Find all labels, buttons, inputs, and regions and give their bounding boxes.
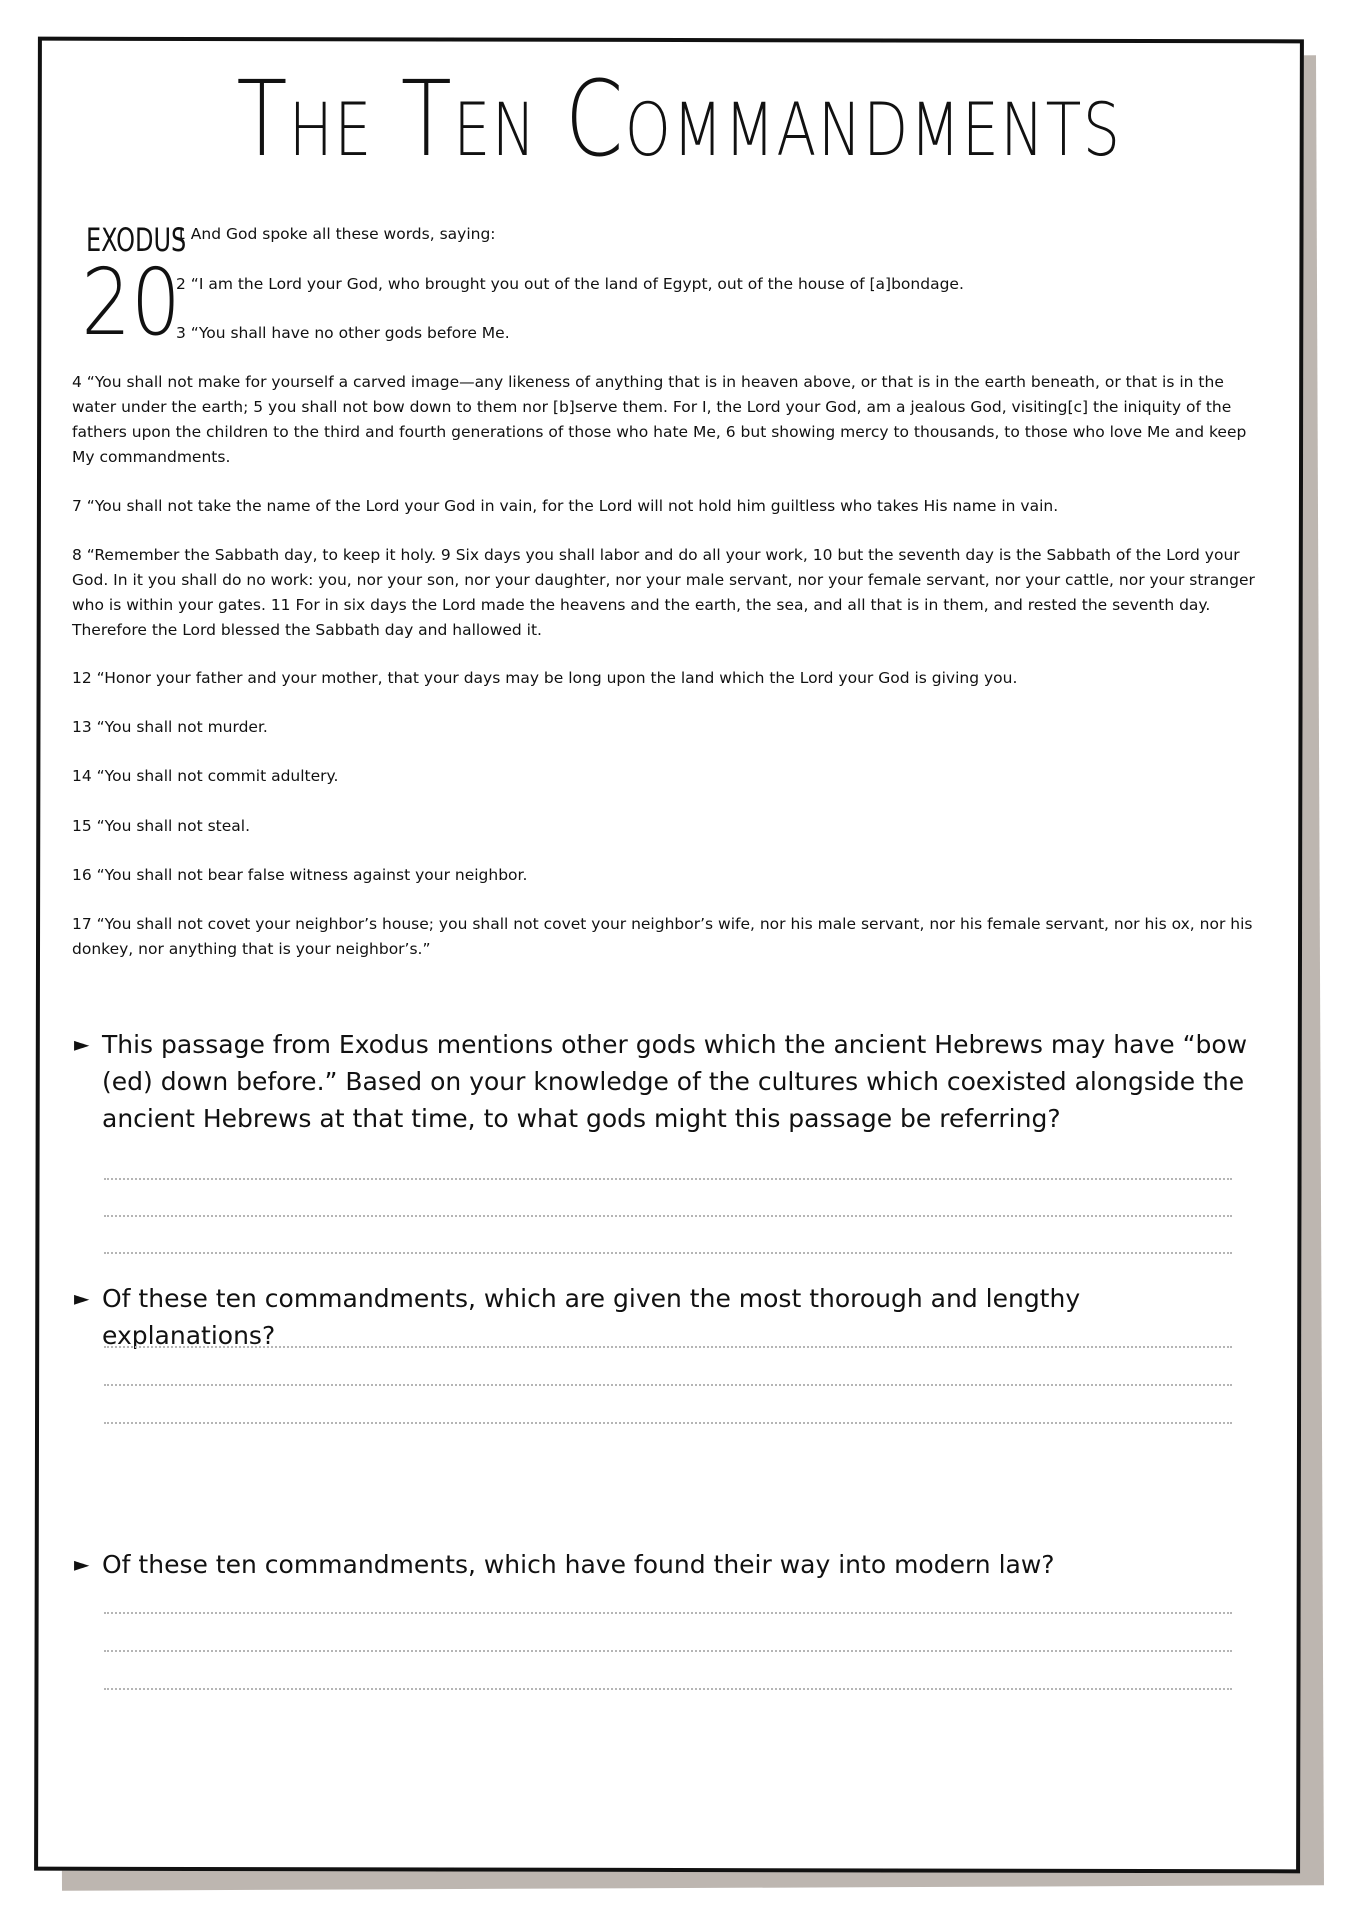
answer-line[interactable] <box>104 1178 1232 1180</box>
verse-3: 3 “You shall have no other gods before Me. <box>176 324 510 342</box>
question-text: This passage from Exodus mentions other gods which the ancient Hebrews may have “bow (ed) down before.” Based on your knowledge of the cultures which coexisted alongside the ancient Hebrews at that time, to what gods might this passage be referring? <box>102 1030 1248 1133</box>
verse-7: 7 “You shall not take the name of the Lord your God in vain, for the Lord will not hold him guiltless who takes His name in vain. <box>72 497 1059 515</box>
verse-17: 17 “You shall not covet your neighbor’s house; you shall not covet your neighbor’s wife, nor his male servant, nor his female servant, nor his ox, nor his donkey, nor anything that is your neighbor’s.” <box>72 915 1253 958</box>
verse-13: 13 “You shall not murder. <box>72 718 268 736</box>
reference-chapter: 20 <box>81 249 181 356</box>
question-text: Of these ten commandments, which have found their way into modern law? <box>102 1550 1055 1579</box>
verse-16: 16 “You shall not bear false witness against your neighbor. <box>72 866 528 884</box>
answer-line[interactable] <box>104 1422 1232 1424</box>
answer-line[interactable] <box>104 1688 1232 1690</box>
reference-book: EXODUS <box>86 221 187 259</box>
answer-line[interactable] <box>104 1650 1232 1652</box>
verse-2: 2 “I am the Lord your God, who brought you out of the land of Egypt, out of the house of [a]bondage. <box>176 275 964 293</box>
verse-8-11: 8 “Remember the Sabbath day, to keep it holy. 9 Six days you shall labor and do all your work, 10 but the seventh day is the Sabbath of the Lord your God. In it you shall do no work: you, nor your son, nor your daughter, nor your male servant, nor your female servant, nor your cattle, nor your stranger who is within your gates. 11 For in six days the Lord made the heavens and the earth, the sea, and all that is in them, and rested the seventh day. Therefore the Lord blessed the Sabbath day and hallowed it. <box>72 546 1255 639</box>
answer-line[interactable] <box>104 1384 1232 1386</box>
verse-12: 12 “Honor your father and your mother, that your days may be long upon the land which the Lord your God is giving you. <box>72 669 1018 687</box>
answer-line[interactable] <box>104 1346 1232 1348</box>
verse-15: 15 “You shall not steal. <box>72 817 250 835</box>
answer-line[interactable] <box>104 1252 1232 1254</box>
question-1 <box>74 1026 1260 1137</box>
verse-1: 1 And God spoke all these words, saying: <box>176 225 496 243</box>
scripture-reference <box>74 221 187 356</box>
answer-line[interactable] <box>104 1612 1232 1614</box>
question-bullet: ► <box>74 1552 90 1576</box>
question-text: Of these ten commandments, which are given the most thorough and lengthy explanations? <box>102 1284 1081 1350</box>
question-3 <box>74 1546 1260 1583</box>
question-bullet: ► <box>74 1032 90 1056</box>
page-title: The Ten Commandments <box>236 58 1122 180</box>
verse-4-6: 4 “You shall not make for yourself a carved image—any likeness of anything that is in heaven above, or that is in the earth beneath, or that is in the water under the earth; 5 you shall not bow down to them nor [b]serve them. For I, the Lord your God, am a jealous God, visiting[c] the iniquity of the fathers upon the children to the third and fourth generations of those who hate Me, 6 but showing mercy to thousands, to those who love Me and keep My commandments. <box>72 373 1247 466</box>
question-2 <box>74 1280 1260 1354</box>
question-bullet: ► <box>74 1286 90 1310</box>
answer-line[interactable] <box>104 1215 1232 1217</box>
verse-14: 14 “You shall not commit adultery. <box>72 767 339 785</box>
